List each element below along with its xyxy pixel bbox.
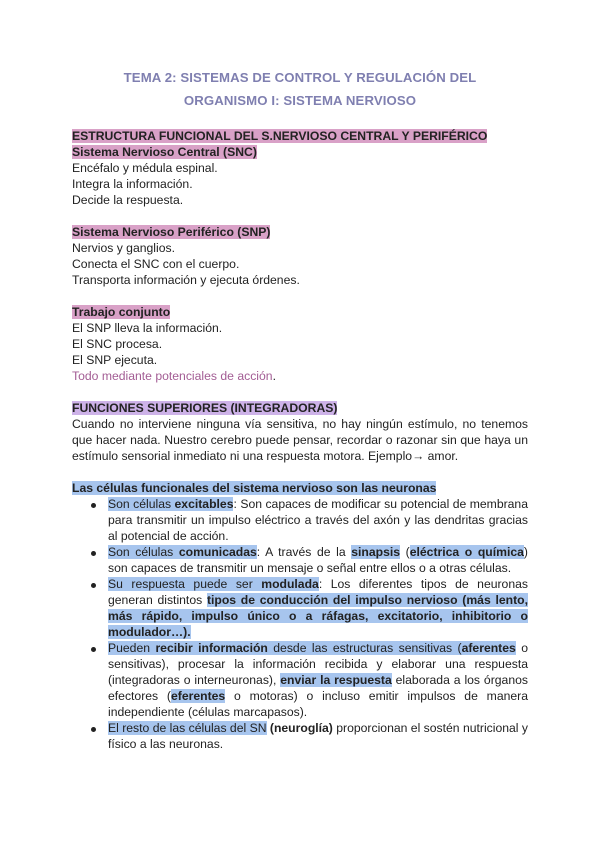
trabajo-heading-text: Trabajo conjunto	[72, 305, 171, 319]
snc-line: Integra la información.	[72, 177, 193, 191]
b4-text-4-rest: o motoras) o incluso emitir impulsos de manera	[225, 689, 528, 703]
neuronas-heading	[72, 480, 436, 496]
bullet-4-line-5: independiente (células marcapasos).	[108, 705, 308, 719]
b2-sinapsis: sinapsis	[351, 545, 401, 559]
bullet-3-line-1	[108, 576, 528, 592]
trabajo-heading	[72, 304, 170, 320]
b2-text: Son células	[108, 545, 179, 559]
section-heading-estructura	[72, 128, 487, 144]
snp-line: Nervios y ganglios.	[72, 241, 175, 255]
funciones-paragraph-line: Cuando no interviene ninguna vía sensitiva, no hay ningún estímulo, no tenemos	[72, 417, 528, 431]
b2-paren-close: )	[523, 545, 528, 559]
bullet-3-line-2	[108, 592, 528, 608]
b4-text-o: o	[515, 641, 528, 655]
trabajo-note-text: Todo mediante potenciales de acción	[72, 369, 273, 383]
bullet-4-line-3	[108, 672, 528, 688]
b1-text: Son células	[108, 497, 175, 511]
b5-text: El resto de las células del SN	[108, 721, 267, 735]
b1-keyword: excitables	[174, 497, 234, 511]
b4-text-mid: desde las estructuras sensitivas (	[267, 641, 462, 655]
b2-paren-open: (	[400, 545, 410, 559]
bullet-dot	[91, 583, 96, 588]
b4-text-4: efectores (	[108, 689, 171, 703]
bullet-2-line-2: son capaces de transmitir un mensaje o señal entre ellos o a otras células.	[108, 561, 512, 575]
neuronas-heading-text: Las células funcionales del sistema nervioso son las neuronas	[72, 481, 437, 495]
bullet-1-line-2: para transmitir un impulso eléctrico a través del axón y las dendritas gracias	[108, 513, 528, 527]
document-title-line-1: TEMA 2: SISTEMAS DE CONTROL Y REGULACIÓN DEL	[123, 70, 477, 85]
document-title-line-2: ORGANISMO I: SISTEMA NERVIOSO	[183, 93, 417, 108]
b3-conduccion: tipos de conducción del impulso nervioso (más lento,	[206, 593, 528, 607]
bullet-1-line-3: al potencial de acción.	[108, 529, 229, 543]
bullet-dot	[91, 551, 96, 556]
b2-text-mid: : A través de la	[256, 545, 352, 559]
funciones-heading-text: FUNCIONES SUPERIORES (INTEGRADORAS)	[72, 401, 338, 415]
b3-conduccion-2: más rápido, impulso único o a ráfagas, excitatorio, inhibitorio o	[108, 609, 528, 623]
section-heading-text: ESTRUCTURA FUNCIONAL DEL S.NERVIOSO CENTRAL Y PERIFÉRICO	[72, 129, 488, 143]
b3-keyword: modulada	[261, 577, 319, 591]
b2-keyword: comunicadas	[178, 545, 257, 559]
snp-line: Transporta información y ejecuta órdenes.	[72, 273, 300, 287]
funciones-paragraph-line: estímulo sensorial inmediato ni una respuesta motora. Ejemplo→ amor.	[72, 449, 459, 463]
b2-label	[108, 545, 257, 559]
snc-line: Encéfalo y médula espinal.	[72, 161, 218, 175]
b4-text: Pueden	[108, 641, 156, 655]
b4-enviar: enviar la respuesta	[280, 673, 392, 687]
trabajo-line: El SNP ejecuta.	[72, 353, 158, 367]
bullet-dot	[91, 647, 96, 652]
bullet-3-line-3	[108, 608, 528, 624]
b3-text: Su respuesta puede ser	[108, 577, 262, 591]
bullet-5-line-1	[108, 720, 528, 736]
snp-heading	[72, 224, 270, 240]
b5-neuroglia: (neuroglía)	[266, 721, 333, 735]
bullet-3-line-4	[108, 624, 528, 640]
trabajo-note-period: .	[272, 369, 276, 383]
b2-types: eléctrica o química	[409, 545, 524, 559]
trabajo-note	[72, 368, 276, 384]
bullet-dot	[91, 503, 96, 508]
bullet-1-line-1	[108, 496, 528, 512]
snc-line: Decide la respuesta.	[72, 193, 184, 207]
bullet-5-line-2: físico a las neuronas.	[108, 737, 224, 751]
snp-heading-text: Sistema Nervioso Periférico (SNP)	[72, 225, 271, 239]
snc-heading-text: Sistema Nervioso Central (SNC)	[72, 145, 257, 159]
snp-line: Conecta el SNC con el cuerpo.	[72, 257, 240, 271]
trabajo-line: El SNP lleva la información.	[72, 321, 223, 335]
snc-heading	[72, 144, 257, 160]
b1-label	[108, 497, 233, 511]
bullet-4-line-2: sensitivas), procesar la información recibida y elaborar una respuesta	[108, 657, 528, 671]
b3-text-2: generan distintos	[108, 593, 207, 607]
funciones-heading	[72, 400, 337, 416]
b4-label	[108, 641, 516, 655]
b3-label	[108, 577, 319, 591]
trabajo-line: El SNC procesa.	[72, 337, 163, 351]
b3-conduccion-3: modulador…).	[108, 625, 191, 639]
b1-text-rest: : Son capaces de modificar su potencial de membrana	[233, 497, 528, 511]
b4-aferentes: aferentes	[461, 641, 516, 655]
b4-keyword: recibir información	[155, 641, 268, 655]
b3-text-rest: : Los diferentes tipos de neuronas	[318, 577, 528, 591]
bullet-4-line-4	[108, 688, 528, 704]
b4-text-3: (integradoras o interneuronas),	[108, 673, 281, 687]
bullet-dot	[91, 727, 96, 732]
funciones-paragraph-line: que hacer nada. Nuestro cerebro puede pensar, recordar o razonar sin que haya un	[72, 433, 528, 447]
bullet-4-line-1	[108, 640, 528, 656]
b4-eferentes: eferentes	[171, 689, 226, 703]
bullet-2-line-1	[108, 544, 528, 560]
b4-text-3-rest: elaborada a los órganos	[391, 673, 528, 687]
b5-text-rest: proporcionan el sostén nutricional y	[332, 721, 528, 735]
